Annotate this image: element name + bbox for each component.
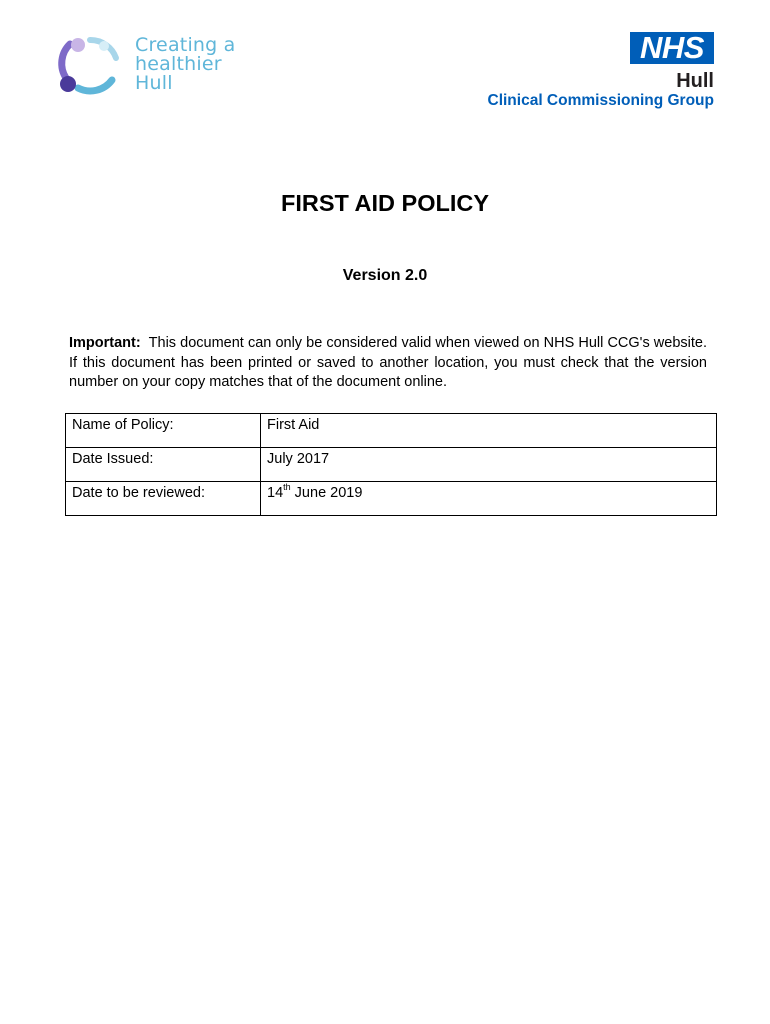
row-value xyxy=(261,482,717,516)
review-day-suffix: th xyxy=(283,482,291,493)
row-label: Date Issued: xyxy=(66,448,261,482)
logo-line-2: healthier xyxy=(135,53,222,75)
review-day: 14 xyxy=(267,485,284,501)
document-version: Version 2.0 xyxy=(342,267,428,284)
table-row xyxy=(66,448,717,482)
row-label: Name of Policy: xyxy=(66,414,261,448)
nhs-hull-ccg-logo xyxy=(487,30,714,112)
table-row xyxy=(66,482,717,516)
notice-text: This document can only be considered valid when viewed on NHS Hull CCG's website. If this document has been printed or saved to another location, you must check that the version number on your copy matches that of the document online. xyxy=(69,335,707,390)
nhs-group-name: Clinical Commissioning Group xyxy=(487,92,714,109)
review-month-year: June 2019 xyxy=(290,485,363,501)
policy-info-table xyxy=(65,413,717,516)
nhs-mark: NHS xyxy=(630,32,714,64)
logo-line-3: Hull xyxy=(135,72,173,94)
logo-wordmark xyxy=(135,36,236,93)
table-row xyxy=(66,414,717,448)
row-label: Date to be reviewed: xyxy=(66,482,261,516)
circle-people-icon xyxy=(56,32,126,98)
row-value: July 2017 xyxy=(261,448,717,482)
row-value: First Aid xyxy=(261,414,717,448)
important-notice xyxy=(69,334,707,393)
document-title: FIRST AID POLICY xyxy=(280,190,490,216)
nhs-org-name: Hull xyxy=(676,70,714,92)
logo-line-1: Creating a xyxy=(135,34,236,56)
notice-label: Important: xyxy=(69,335,141,351)
creating-healthier-hull-logo xyxy=(56,32,256,98)
